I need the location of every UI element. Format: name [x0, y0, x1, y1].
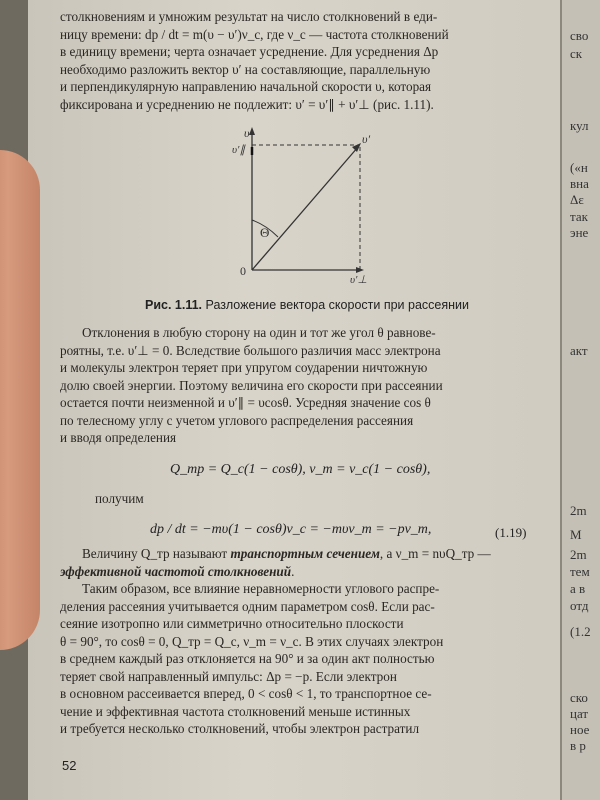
word-obtain: получим: [95, 491, 144, 506]
fragment: ск: [570, 46, 583, 61]
definition-line: [60, 545, 530, 563]
def-c: , а ν_m = nυQ_тр —: [379, 546, 491, 561]
text-line: и молекулы электрон теряет при упругом соударении ничтожную: [60, 360, 428, 375]
fragment: (1.2: [570, 624, 591, 639]
equation-number: (1.19): [495, 525, 527, 540]
fragment: ное: [570, 722, 590, 737]
fragment: ско: [570, 690, 588, 705]
caption-text: Разложение вектора скорости при рассеянии: [205, 298, 469, 312]
vector-diagram: [230, 125, 430, 285]
fragment: акт: [570, 343, 588, 358]
text-line: в среднем каждый раз отклоняется на 90° и за один акт полностью: [60, 651, 435, 666]
paragraph-definition: [60, 545, 530, 580]
paragraph-bottom: [60, 580, 530, 738]
text-line: Таким образом, все влияние неравномерности углового распре-: [82, 581, 440, 596]
fragment: цат: [570, 706, 589, 721]
label-v-par: υ′∥: [232, 144, 245, 156]
fragment: 2m: [570, 547, 587, 562]
label-v-prime: υ′: [362, 132, 371, 146]
def-term-transport: транспортным сечением: [230, 546, 380, 561]
label-v-perp: υ′⊥: [350, 274, 368, 285]
definition-line: [60, 563, 530, 581]
paragraph-top: [60, 8, 530, 113]
text-line: сеяние изотропно или симметрично относительно плоскости: [60, 616, 404, 631]
def-e: .: [291, 563, 295, 579]
text-line: и вводя определения: [60, 430, 177, 445]
text-line: по телесному углу с учетом углового распределения рассеяния: [60, 412, 414, 428]
page-number: 52: [62, 758, 77, 773]
text-line: ницу времени: dp / dt = m(υ − υ′)ν_c, где ν_c — частота столкновений: [60, 26, 449, 42]
fragment: Δε: [570, 192, 584, 207]
fragment: так: [570, 209, 588, 224]
text-line: долю своей энергии. Поэтому величина его скорости при рассеянии: [60, 377, 443, 393]
fragment: M: [570, 527, 582, 542]
text-line: теряет свой направленный импульс: Δp = −p. Если электрон: [60, 668, 397, 684]
text-line: деления рассеяния учитывается одним параметром cosθ. Если рас-: [60, 598, 435, 614]
def-a: Величину Q_тр называют: [82, 546, 231, 561]
fragment: сво: [570, 28, 589, 43]
fragment: эне: [570, 225, 589, 240]
paragraph-mid: [60, 324, 530, 447]
label-origin: 0: [240, 264, 246, 278]
fragment: тем: [570, 564, 590, 579]
fragment: отд: [570, 598, 589, 613]
fragment: кул: [570, 118, 589, 133]
label-v: υ: [244, 126, 250, 140]
text-line: в единицу времени; черта означает усреднение. Для усреднения Δp: [60, 44, 439, 59]
text-line: фиксирована и усреднению не подлежит: υ′ = υ′∥ + υ′⊥ (рис. 1.11).: [60, 96, 434, 112]
formula-definitions: Q_тр = Q_c(1 − cosθ), ν_m = ν_c(1 − cosθ),: [170, 462, 431, 477]
fragment: а в: [570, 581, 586, 596]
fragment: вна: [570, 176, 589, 191]
text-line: столкновениям и умножим результат на число столкновений в еди-: [60, 9, 438, 24]
formula-1-19: dp / dt = −mυ(1 − cosθ)ν_c = −mυν_m = −pν_m,: [150, 522, 432, 537]
axis-v-arrowhead: [249, 127, 255, 135]
thumb: [0, 150, 40, 650]
text-line: остается почти неизменной и υ′∥ = υcosθ. Усредняя значение cos θ: [60, 395, 431, 410]
fragment: 2m: [570, 503, 587, 518]
facing-page-edge: [560, 0, 600, 800]
caption-number: Рис. 1.11.: [145, 298, 203, 312]
text-line: Отклонения в любую сторону на один и тот же угол θ равнове-: [82, 325, 436, 340]
text-line: роятны, т.е. υ′⊥ = 0. Вследствие большого различия масс электрона: [60, 342, 441, 358]
text-line: и перпендикулярную направлению начальной скорости υ, которая: [60, 79, 432, 94]
fragment: («н: [570, 160, 588, 175]
text-line: θ = 90°, то cosθ = 0, Q_тр = Q_c, ν_m = ν_c. В этих случаях электрон: [60, 633, 444, 649]
text-line: необходимо разложить вектор υ′ на составляющие, параллельную: [60, 61, 431, 77]
fragment: в р: [570, 738, 586, 753]
text-line: и требуется несколько столкновений, чтобы электрон растратил: [60, 721, 420, 736]
text-line: в основном рассеивается вперед, 0 < cosθ < 1, то транспортное се-: [60, 686, 432, 701]
def-term-frequency: эффективной частотой столкновений: [60, 563, 292, 579]
figure-caption: [145, 298, 469, 312]
v-prime-vector: [252, 147, 358, 270]
text-line: чение и эффективная частота столкновений меньше истинных: [60, 703, 411, 719]
label-theta: Θ: [260, 225, 270, 240]
